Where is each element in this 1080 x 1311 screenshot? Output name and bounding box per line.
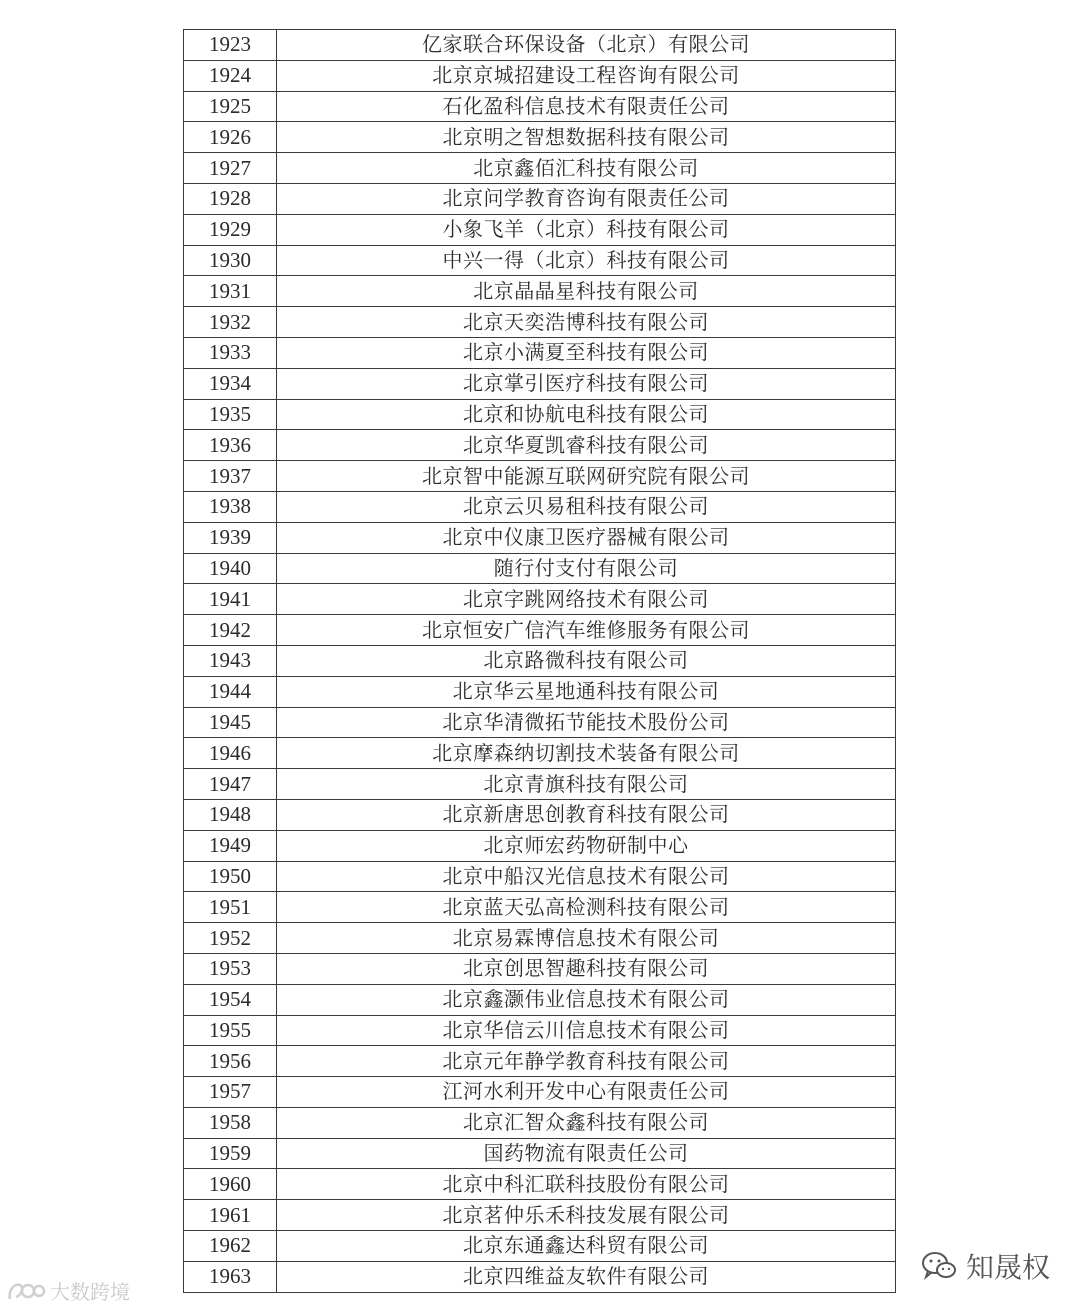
table-row [184, 1138, 896, 1169]
row-number-cell: 1934 [184, 368, 277, 399]
company-name-cell: 江河水利开发中心有限责任公司 [277, 1077, 896, 1108]
table-row [184, 799, 896, 830]
row-number-cell: 1956 [184, 1046, 277, 1077]
row-number-cell: 1923 [184, 30, 277, 61]
company-name-cell: 北京摩森纳切割技术装备有限公司 [277, 738, 896, 769]
row-number-cell: 1947 [184, 769, 277, 800]
company-name-cell: 北京和协航电科技有限公司 [277, 399, 896, 430]
row-number-cell: 1931 [184, 276, 277, 307]
table-row [184, 1077, 896, 1108]
row-number-cell: 1949 [184, 830, 277, 861]
dashu-logo-icon [6, 1279, 46, 1303]
company-name-cell: 北京恒安广信汽车维修服务有限公司 [277, 615, 896, 646]
company-name-cell: 北京新唐思创教育科技有限公司 [277, 799, 896, 830]
table-row [184, 491, 896, 522]
table-row [184, 368, 896, 399]
row-number-cell: 1951 [184, 892, 277, 923]
company-name-cell: 北京汇智众鑫科技有限公司 [277, 1107, 896, 1138]
company-name-cell: 北京路微科技有限公司 [277, 645, 896, 676]
row-number-cell: 1942 [184, 615, 277, 646]
company-name-cell: 北京东通鑫达科贸有限公司 [277, 1231, 896, 1262]
table-row [184, 1261, 896, 1292]
company-name-cell: 北京鑫灏伟业信息技术有限公司 [277, 984, 896, 1015]
row-number-cell: 1929 [184, 214, 277, 245]
table-row [184, 707, 896, 738]
row-number-cell: 1952 [184, 923, 277, 954]
table-row [184, 861, 896, 892]
table-row [184, 892, 896, 923]
row-number-cell: 1930 [184, 245, 277, 276]
company-name-cell: 北京四维益友软件有限公司 [277, 1261, 896, 1292]
row-number-cell: 1936 [184, 430, 277, 461]
wechat-icon [920, 1250, 958, 1282]
company-name-cell: 随行付支付有限公司 [277, 553, 896, 584]
row-number-cell: 1925 [184, 91, 277, 122]
table-row [184, 645, 896, 676]
table-row [184, 307, 896, 338]
table-row [184, 1231, 896, 1262]
row-number-cell: 1933 [184, 337, 277, 368]
table-row [184, 1046, 896, 1077]
row-number-cell: 1939 [184, 522, 277, 553]
company-name-cell: 北京华夏凯睿科技有限公司 [277, 430, 896, 461]
company-name-cell: 北京鑫佰汇科技有限公司 [277, 153, 896, 184]
row-number-cell: 1944 [184, 676, 277, 707]
company-name-cell: 北京蓝天弘高检测科技有限公司 [277, 892, 896, 923]
row-number-cell: 1935 [184, 399, 277, 430]
company-name-cell: 北京小满夏至科技有限公司 [277, 337, 896, 368]
company-name-cell: 北京华信云川信息技术有限公司 [277, 1015, 896, 1046]
zhishengquan-watermark [920, 1246, 1050, 1286]
table-row [184, 430, 896, 461]
company-name-cell: 北京明之智想数据科技有限公司 [277, 122, 896, 153]
row-number-cell: 1926 [184, 122, 277, 153]
table-row [184, 60, 896, 91]
row-number-cell: 1946 [184, 738, 277, 769]
row-number-cell: 1962 [184, 1231, 277, 1262]
company-name-cell: 小象飞羊（北京）科技有限公司 [277, 214, 896, 245]
company-name-cell: 北京智中能源互联网研究院有限公司 [277, 461, 896, 492]
company-name-cell: 北京师宏药物研制中心 [277, 830, 896, 861]
table-row [184, 399, 896, 430]
company-name-cell: 北京中科汇联科技股份有限公司 [277, 1169, 896, 1200]
row-number-cell: 1940 [184, 553, 277, 584]
company-name-cell: 石化盈科信息技术有限责任公司 [277, 91, 896, 122]
table-row [184, 461, 896, 492]
table-row [184, 245, 896, 276]
row-number-cell: 1927 [184, 153, 277, 184]
company-name-cell: 北京中仪康卫医疗器械有限公司 [277, 522, 896, 553]
row-number-cell: 1953 [184, 953, 277, 984]
table-row [184, 1015, 896, 1046]
company-name-cell: 北京云贝易租科技有限公司 [277, 491, 896, 522]
company-name-cell: 北京掌引医疗科技有限公司 [277, 368, 896, 399]
table-row [184, 337, 896, 368]
company-name-cell: 北京问学教育咨询有限责任公司 [277, 183, 896, 214]
row-number-cell: 1960 [184, 1169, 277, 1200]
table-row [184, 923, 896, 954]
table-row [184, 984, 896, 1015]
table-row [184, 1107, 896, 1138]
table-row [184, 615, 896, 646]
dashu-watermark [6, 1276, 130, 1305]
company-name-cell: 北京华清微拓节能技术股份公司 [277, 707, 896, 738]
company-name-cell: 北京京城招建设工程咨询有限公司 [277, 60, 896, 91]
table-row [184, 1200, 896, 1231]
row-number-cell: 1948 [184, 799, 277, 830]
company-name-cell: 国药物流有限责任公司 [277, 1138, 896, 1169]
table-row [184, 830, 896, 861]
row-number-cell: 1943 [184, 645, 277, 676]
company-name-cell: 北京易霖博信息技术有限公司 [277, 923, 896, 954]
table-row [184, 953, 896, 984]
dashu-watermark-text: 大数跨境 [50, 1280, 130, 1304]
table-row [184, 30, 896, 61]
row-number-cell: 1961 [184, 1200, 277, 1231]
company-name-cell: 北京字跳网络技术有限公司 [277, 584, 896, 615]
company-name-cell: 北京晶晶星科技有限公司 [277, 276, 896, 307]
row-number-cell: 1932 [184, 307, 277, 338]
table-row [184, 183, 896, 214]
row-number-cell: 1954 [184, 984, 277, 1015]
row-number-cell: 1938 [184, 491, 277, 522]
row-number-cell: 1950 [184, 861, 277, 892]
company-name-cell: 北京茗仲乐禾科技发展有限公司 [277, 1200, 896, 1231]
company-name-cell: 北京元年静学教育科技有限公司 [277, 1046, 896, 1077]
company-name-cell: 中兴一得（北京）科技有限公司 [277, 245, 896, 276]
table-row [184, 769, 896, 800]
company-name-cell: 亿家联合环保设备（北京）有限公司 [277, 30, 896, 61]
table-row [184, 553, 896, 584]
table-row [184, 522, 896, 553]
row-number-cell: 1941 [184, 584, 277, 615]
row-number-cell: 1955 [184, 1015, 277, 1046]
row-number-cell: 1937 [184, 461, 277, 492]
table-row [184, 276, 896, 307]
table-row [184, 676, 896, 707]
table-row [184, 91, 896, 122]
table-row [184, 122, 896, 153]
zhishengquan-watermark-text: 知晟权 [966, 1251, 1051, 1284]
row-number-cell: 1957 [184, 1077, 277, 1108]
table-row [184, 584, 896, 615]
company-list-table [183, 29, 896, 1293]
table-row [184, 738, 896, 769]
row-number-cell: 1924 [184, 60, 277, 91]
company-name-cell: 北京华云星地通科技有限公司 [277, 676, 896, 707]
table-body [184, 30, 896, 1293]
company-name-cell: 北京创思智趣科技有限公司 [277, 953, 896, 984]
row-number-cell: 1928 [184, 183, 277, 214]
row-number-cell: 1959 [184, 1138, 277, 1169]
company-name-cell: 北京青旗科技有限公司 [277, 769, 896, 800]
table-row [184, 214, 896, 245]
table-row [184, 153, 896, 184]
company-name-cell: 北京中船汉光信息技术有限公司 [277, 861, 896, 892]
row-number-cell: 1958 [184, 1107, 277, 1138]
table-row [184, 1169, 896, 1200]
company-list-table-wrapper [183, 29, 896, 1293]
company-name-cell: 北京天奕浩博科技有限公司 [277, 307, 896, 338]
row-number-cell: 1963 [184, 1261, 277, 1292]
row-number-cell: 1945 [184, 707, 277, 738]
